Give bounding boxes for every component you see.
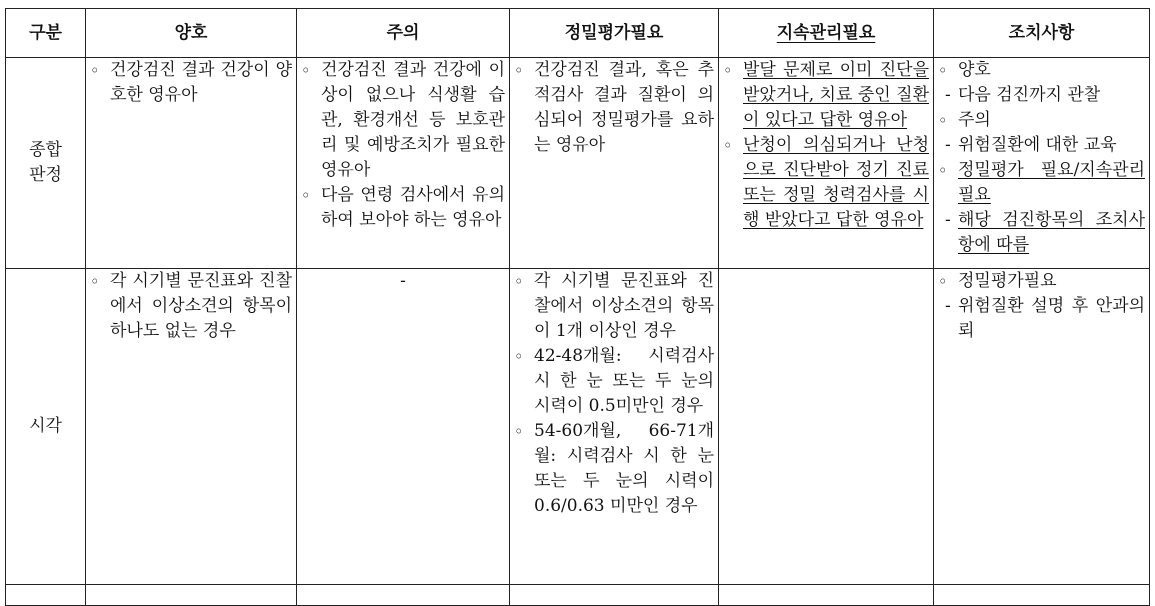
actions-cell [934,269,1150,585]
cut-cell [6,585,86,606]
table-row-overall [6,58,1150,269]
action-subitem-text: 해당 검진항목의 조치사항에 따름 [958,210,1145,255]
cut-cell [86,585,297,606]
header-category: 구분 [6,9,86,58]
list-item: ◦ 54-60개월, 66-71개월: 시력검사 시 한 눈 또는 두 눈의 시력이 0.6/0.63 미만인 경우 [510,419,718,519]
category-label-overall: 종합 판정 [29,140,62,185]
action-item [934,158,1149,208]
caution-cell [297,269,510,585]
header-good: 양호 [86,9,297,58]
ongoing-cell [719,58,934,269]
detailed-cell [510,269,719,585]
cut-cell [297,585,510,606]
action-subitem [934,208,1149,258]
action-subitem: - 위험질환에 대한 교육 [934,133,1149,158]
detailed-cell [510,58,719,269]
list-item: ◦ 건강검진 결과 건강에 이상이 없으나 식생활 습관, 환경개선 등 보호관리 및 예방조치가 필요한 영유아 [297,58,509,183]
action-item-text: 정밀평가 필요/지속관리필요 [958,160,1145,205]
header-caution: 주의 [297,9,510,58]
header-row [6,9,1150,58]
list-item: ◦ 42-48개월: 시력검사 시 한 눈 또는 두 눈의 시력이 0.5미만인 경우 [510,344,718,419]
list-item [719,133,933,233]
good-cell [86,58,297,269]
ongoing-cell [719,269,934,585]
action-subitem: - 위험질환 설명 후 안과의뢰 [934,294,1149,344]
category-label-vision: 시각 [29,416,62,436]
list-item-text: 발달 문제로 이미 진단을 받았거나, 치료 중인 질환이 있다고 답한 영유아 [743,60,929,130]
list-item: ◦ 각 시기별 문진표와 진찰에서 이상소견의 항목이 1개 이상인 경우 [510,269,718,344]
list-item: ◦ 각 시기별 문진표와 진찰에서 이상소견의 항목이 하나도 없는 경우 [86,269,296,344]
action-subitem: - 다음 검진까지 관찰 [934,83,1149,108]
category-cell [6,269,86,585]
actions-cell [934,58,1150,269]
action-item: ◦ 주의 [934,108,1149,133]
cut-cell [510,585,719,606]
criteria-table [5,8,1150,606]
list-item [719,58,933,133]
cut-cell [719,585,934,606]
good-cell [86,269,297,585]
cut-cell [934,585,1150,606]
header-detailed: 정밀평가필요 [510,9,719,58]
list-item: ◦ 건강검진 결과 건강이 양호한 영유아 [86,58,296,108]
action-item: ◦ 정밀평가필요 [934,269,1149,294]
empty-dash: - [400,271,406,291]
caution-cell [297,58,510,269]
table-row-cut [6,585,1150,606]
table-row-vision [6,269,1150,585]
list-item: ◦ 건강검진 결과, 혹은 추적검사 결과 질환이 의심되어 정밀평가를 요하는 영유아 [510,58,718,158]
action-item: ◦ 양호 [934,58,1149,83]
list-item-text: 난청이 의심되거나 난청으로 진단받아 정기 진료 또는 정밀 청력검사를 시행 받았다고 답한 영유아 [743,135,929,230]
header-actions: 조치사항 [934,9,1150,58]
header-ongoing-label: 지속관리필요 [776,22,876,43]
list-item: ◦ 다음 연령 검사에서 유의하여 보아야 하는 영유아 [297,183,509,233]
header-ongoing [719,9,934,58]
category-cell [6,58,86,269]
